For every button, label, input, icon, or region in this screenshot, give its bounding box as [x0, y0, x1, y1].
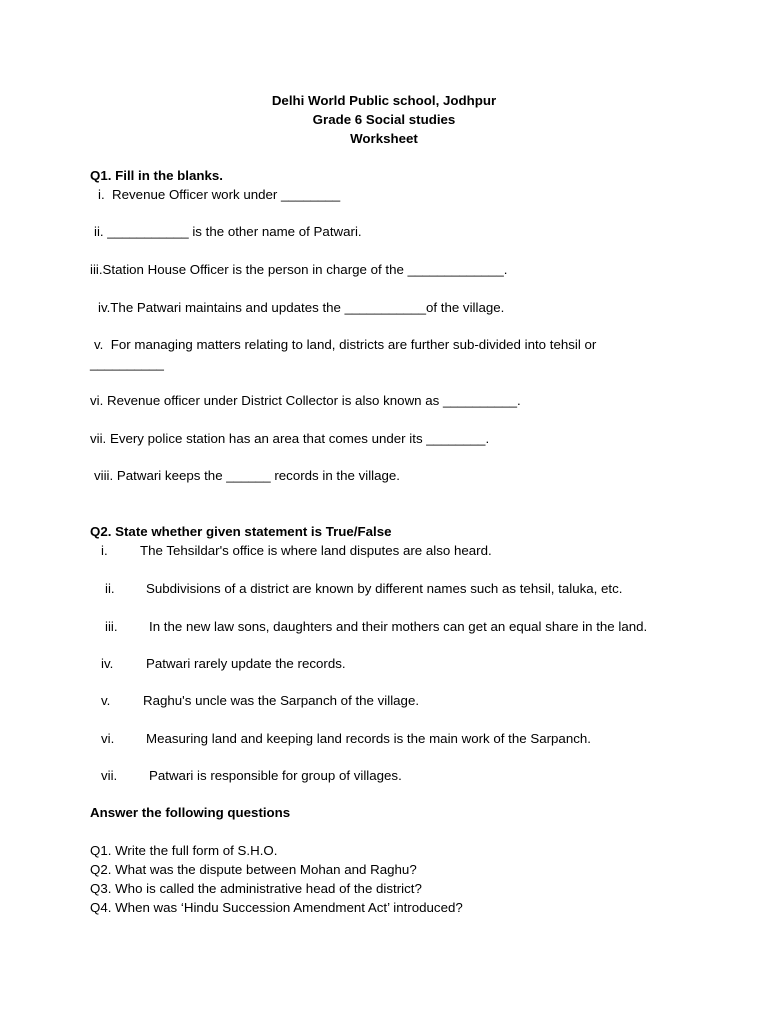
answer-questions-heading: Answer the following questions	[90, 805, 291, 820]
q1-item-iv: iv.The Patwari maintains and updates the ___________of the village.	[98, 300, 505, 315]
q2-item-text: The Tehsildar's office is where land disputes are also heard.	[140, 543, 492, 558]
short-question-3: Q3. Who is called the administrative head of the district?	[90, 881, 422, 896]
q2-heading: Q2. State whether given statement is True/False	[90, 524, 392, 539]
q2-item-number: iv.	[101, 656, 114, 671]
q1-item-ii: ii. ___________ is the other name of Patwari.	[94, 224, 362, 239]
short-question-2: Q2. What was the dispute between Mohan and Raghu?	[90, 862, 417, 877]
q2-item-number: v.	[101, 693, 111, 708]
grade-subject: Grade 6 Social studies	[312, 112, 456, 127]
q2-item-number: ii.	[105, 581, 115, 596]
worksheet-title: Worksheet	[350, 131, 418, 146]
q2-item-number: iii.	[105, 619, 118, 634]
short-question-1: Q1. Write the full form of S.H.O.	[90, 843, 278, 858]
q1-item-v: v. For managing matters relating to land, districts are further sub-divided into tehsil or	[94, 337, 597, 352]
short-question-4: Q4. When was ‘Hindu Succession Amendment Act’ introduced?	[90, 900, 463, 915]
q2-item-number: vii.	[101, 768, 118, 783]
q1-item-iii: iii.Station House Officer is the person in charge of the _____________.	[90, 262, 508, 277]
q1-item-vii: vii. Every police station has an area that comes under its ________.	[90, 431, 490, 446]
q2-item-text: Patwari is responsible for group of villages.	[149, 768, 402, 783]
q2-item-number: i.	[101, 543, 108, 558]
school-name: Delhi World Public school, Jodhpur	[271, 93, 497, 108]
q2-item-text: Subdivisions of a district are known by different names such as tehsil, taluka, etc.	[146, 581, 623, 596]
q2-item-text: Measuring land and keeping land records is the main work of the Sarpanch.	[146, 731, 591, 746]
q1-item-vi: vi. Revenue officer under District Collector is also known as __________.	[90, 393, 521, 408]
q2-item-text: Patwari rarely update the records.	[146, 656, 346, 671]
q2-item-number: vi.	[101, 731, 115, 746]
q1-heading: Q1. Fill in the blanks.	[90, 168, 223, 183]
q1-item-v-blank: __________	[90, 356, 164, 371]
q2-item-text: Raghu's uncle was the Sarpanch of the village.	[143, 693, 420, 708]
q1-item-viii: viii. Patwari keeps the ______ records in the village.	[94, 468, 400, 483]
q2-item-text: In the new law sons, daughters and their mothers can get an equal share in the land.	[149, 619, 648, 634]
q1-item-i: i. Revenue Officer work under ________	[98, 187, 341, 202]
